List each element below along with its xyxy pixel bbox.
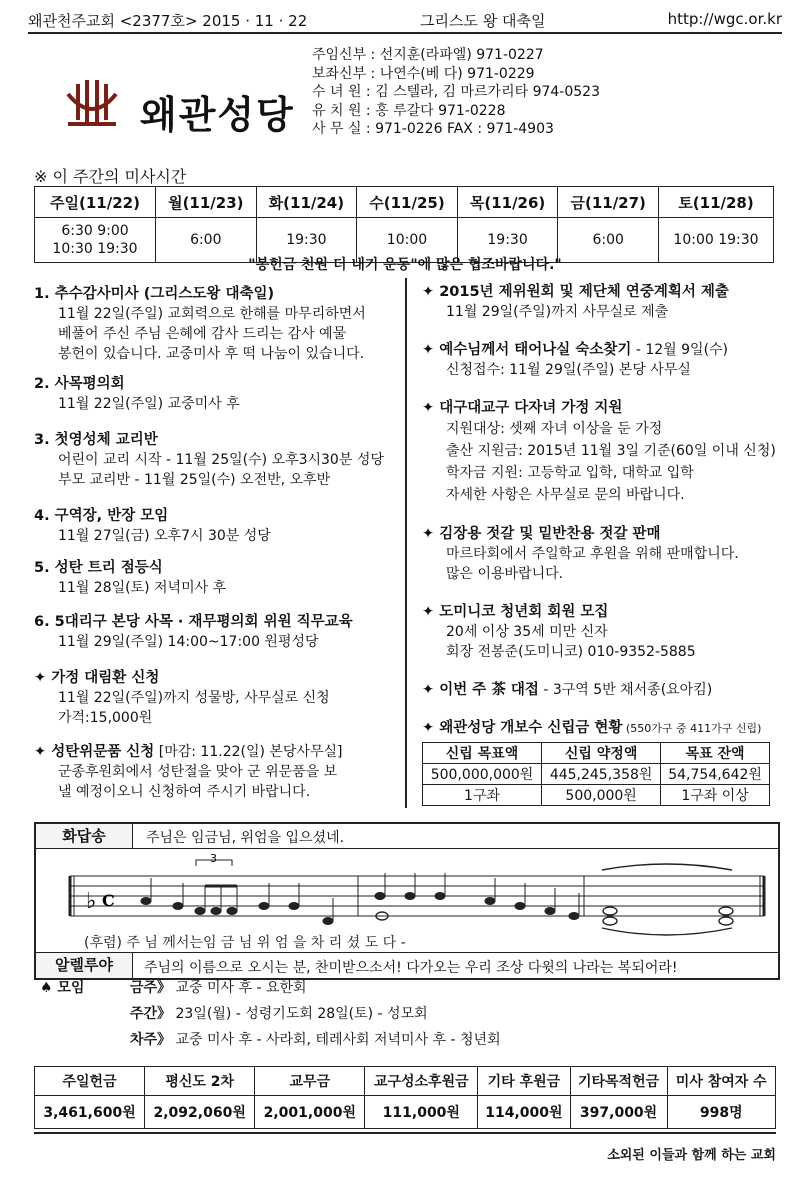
lyrics: (후렴) 주 님 께서는임 금 님 위 엄 을 차 리 셨 도 다 - xyxy=(84,935,406,951)
mass-day: 수(11/25) xyxy=(357,187,458,218)
notice-item: ✦ 예수님께서 태어나실 숙소찾기 - 12월 9일(수) 신청접수: 11월 29일(주일) 본당 사무실 xyxy=(422,342,729,378)
contact-office: 사 무 실 : 971-0226 FAX : 971-4903 xyxy=(312,121,554,138)
meetings-label: ♠ 모임 xyxy=(40,980,85,996)
response-text: 주님은 임금님, 위엄을 입으셨네. xyxy=(146,830,345,846)
offering-value: 114,000원 xyxy=(478,1096,570,1129)
notice-item: ✦ 이번 주 茶 대접 - 3구역 5반 채서종(요아킴) xyxy=(422,682,713,698)
offering-value: 2,001,000원 xyxy=(255,1096,365,1129)
column-divider xyxy=(405,278,407,808)
notice-item: ✦ 성탄위문품 신청 [마감: 11.22(일) 본당사무실] 군종후원회에서 성탄절을 맞아 군 위문품을 보 낼 예정이오니 신청하여 주시기 바랍니다. xyxy=(34,744,343,800)
meeting-row: 차주》 교중 미사 후 - 사라회, 테레사회 저녁미사 후 - 청년회 xyxy=(130,1032,501,1048)
fund-cell: 1구좌 이상 xyxy=(661,785,770,806)
church-logo-icon xyxy=(62,80,122,132)
mass-time: 19:30 xyxy=(256,218,357,263)
fund-cell: 500,000,000원 xyxy=(423,764,542,785)
footer-motto: 소외된 이들과 함께 하는 교회 xyxy=(607,1148,776,1163)
footer-divider xyxy=(34,1132,776,1134)
mass-day: 토(11/28) xyxy=(659,187,774,218)
mass-time: 19:30 xyxy=(457,218,558,263)
bulletin-number: 왜관천주교회 <2377호> 2015 · 11 · 22 xyxy=(28,12,308,30)
alleluia-label: 알렐루야 xyxy=(36,953,133,978)
contact-assistant: 보좌신부 : 나연수(베 다) 971-0229 xyxy=(312,65,535,82)
notice-item: ✦ 도미니코 청년회 회원 모집 20세 이상 35세 미만 신자 회장 전봉준(도미니코) 010-9352-5885 xyxy=(422,604,696,660)
mass-time: 6:00 xyxy=(558,218,659,263)
slogan: "봉헌금 천원 더 내기 운동"에 많은 협조바랍니다." xyxy=(248,257,562,273)
meeting-row: 주간》 23일(월) - 성령기도회 28일(토) - 성모회 xyxy=(130,1006,428,1022)
mass-day: 목(11/26) xyxy=(457,187,558,218)
renovation-fund-table xyxy=(422,742,770,806)
fund-cell: 445,245,358원 xyxy=(542,764,661,785)
mass-time: 10:00 19:30 xyxy=(659,218,774,263)
contact-kindergarten: 유 치 원 : 홍 루갈다 971-0228 xyxy=(312,102,506,119)
fund-header: 목표 잔액 xyxy=(661,743,770,764)
notice-item: 4. 구역장, 반장 모임 11월 27일(금) 오후7시 30분 성당 xyxy=(34,508,271,544)
offering-value: 998명 xyxy=(667,1096,775,1129)
contact-pastor: 주임신부 : 선지훈(라파엘) 971-0227 xyxy=(312,47,544,63)
svg-text:3: 3 xyxy=(210,852,217,865)
mass-day: 금(11/27) xyxy=(558,187,659,218)
notice-item: 3. 첫영성체 교리반 어린이 교리 시작 - 11월 25일(수) 오후3시30분 성당 부모 교리반 - 11월 25일(수) 오전반, 오후반 xyxy=(34,432,384,488)
notice-item: ✦ 2015년 제위원회 및 제단체 연중계획서 제출 11월 29일(주일)까지 사무실로 제출 xyxy=(422,284,729,320)
notice-item: ✦ 김장용 젓갈 및 밑반찬용 젓갈 판매 마르타회에서 주일학교 후원을 위해 판매합니다. 많은 이용바랍니다. xyxy=(422,526,739,582)
mass-time: 10:00 xyxy=(357,218,458,263)
offering-header: 미사 참여자 수 xyxy=(667,1067,775,1096)
offering-value: 3,461,600원 xyxy=(35,1096,145,1129)
divider xyxy=(36,952,778,953)
offering-header: 기타목적헌금 xyxy=(570,1067,667,1096)
feast-name: 그리스도 왕 대축일 xyxy=(420,12,546,30)
mass-schedule-table xyxy=(34,186,774,263)
response-label: 화답송 xyxy=(36,824,133,848)
fund-cell: 54,754,642원 xyxy=(661,764,770,785)
offering-header: 교무금 xyxy=(255,1067,365,1096)
divider xyxy=(36,848,778,849)
notice-item: ✦ 대구대교구 다자녀 가정 지원 지원대상: 셋째 자녀 이상을 둔 가정 출산 지원금: 2015년 11월 3일 기준(60일 이내 신청) 학자금 지원: 고등학교 입학, 대학교 입학 자세한 사항은 사무실로 문의 바랍니다. xyxy=(422,400,776,503)
contact-list xyxy=(312,46,600,139)
notice-item: 2. 사목평의회 11월 22일(주일) 교중미사 후 xyxy=(34,376,240,412)
notice-item: 5. 성탄 트리 점등식 11월 28일(토) 저녁미사 후 xyxy=(34,560,227,596)
notice-item: 6. 5대리구 본당 사목 · 재무평의회 위원 직무교육 11월 29일(주일) 14:00~17:00 원평성당 xyxy=(34,614,353,650)
svg-text:♭: ♭ xyxy=(86,889,97,914)
offering-header: 평신도 2차 xyxy=(145,1067,255,1096)
offering-header: 기타 후원금 xyxy=(478,1067,570,1096)
notice-item: ✦ 왜관성당 개보수 신립금 현황 (550가구 중 411가구 신립) xyxy=(422,720,762,736)
fund-cell: 1구좌 xyxy=(423,785,542,806)
psalm-chant-box xyxy=(34,822,780,980)
offering-value: 397,000원 xyxy=(570,1096,667,1129)
offering-header: 교구성소후원금 xyxy=(365,1067,478,1096)
svg-text:C: C xyxy=(102,891,115,910)
notice-item: 1. 추수감사미사 (그리스도왕 대축일) 11월 22일(주일) 교회력으로 한해를 마무리하면서 베풀어 주신 주님 은혜에 감사 드리는 감사 예물 봉헌이 있습니다. 교중미사 후 떡 나눔이 있습니다. xyxy=(34,286,366,362)
meeting-row: 금주》 교중 미사 후 - 요한회 xyxy=(130,980,307,996)
mass-time: 6:00 xyxy=(156,218,257,263)
offering-header: 주일헌금 xyxy=(35,1067,145,1096)
mass-day: 주일(11/22) xyxy=(35,187,156,218)
website-link[interactable]: http://wgc.or.kr xyxy=(667,10,782,28)
notice-item: ✦ 가정 대림환 신청 11월 22일(주일)까지 성물방, 사무실로 신청 가격:15,000원 xyxy=(34,670,330,726)
fund-cell: 500,000원 xyxy=(542,785,661,806)
contact-convent: 수 녀 원 : 김 스텔라, 김 마르가리타 974-0523 xyxy=(312,84,600,101)
bulletin-header xyxy=(28,8,782,34)
fund-header: 신립 약정액 xyxy=(542,743,661,764)
mass-day: 월(11/23) xyxy=(156,187,257,218)
offering-table xyxy=(34,1066,776,1129)
fund-header: 신립 목표액 xyxy=(423,743,542,764)
offering-value: 111,000원 xyxy=(365,1096,478,1129)
alleluia-text: 주님의 이름으로 오시는 분, 찬미받으소서! 다가오는 우리 조상 다윗의 나라는 복되어라! xyxy=(144,960,678,976)
offering-value: 2,092,060원 xyxy=(145,1096,255,1129)
parish-name: 왜관성당 xyxy=(140,93,295,137)
mass-day: 화(11/24) xyxy=(256,187,357,218)
mass-schedule-title: ※ 이 주간의 미사시간 xyxy=(34,167,187,186)
mass-time: 6:30 9:00 10:30 19:30 xyxy=(35,218,156,263)
